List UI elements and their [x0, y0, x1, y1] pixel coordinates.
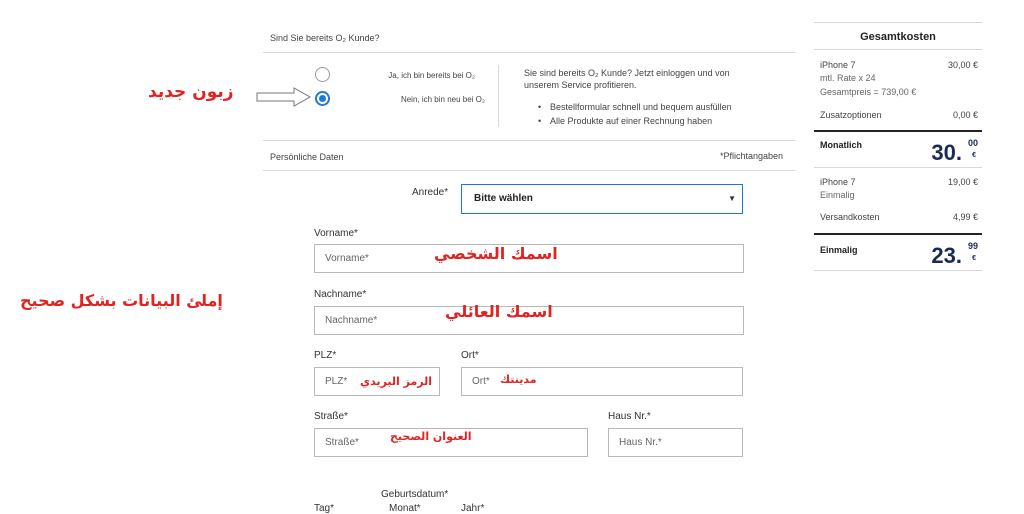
- divider: [814, 49, 982, 50]
- summary-monthly-item: [820, 60, 978, 70]
- onetime-price-cents: 99: [967, 241, 978, 251]
- jahr-label: Jahr*: [461, 503, 485, 514]
- item-price: 19,00 €: [947, 177, 978, 187]
- monat-label: Monat*: [389, 503, 421, 514]
- onetime-total-label: Einmalig: [820, 245, 858, 255]
- annotation-postal-code: الرمز البريدي: [360, 375, 433, 388]
- monthly-total-price: [900, 135, 978, 165]
- monthly-price-main: 30.: [931, 140, 962, 165]
- vorname-label: Vorname*: [314, 228, 358, 239]
- divider-strong: [814, 233, 982, 235]
- radio-existing-label: Ja, ich bin bereits bei O₂: [388, 71, 475, 80]
- nachname-input[interactable]: Nachname*: [314, 306, 744, 335]
- onetime-total-price: [900, 238, 978, 268]
- vorname-input[interactable]: Vorname*: [314, 244, 744, 273]
- divider: [263, 170, 795, 171]
- annotation-new-customer: زبون جديد: [148, 82, 234, 102]
- divider: [263, 140, 795, 141]
- annotation-address: العنوان الصحيح: [390, 430, 472, 443]
- divider-strong: [814, 130, 982, 132]
- summary-total-price: Gesamtpreis = 739,00 €: [820, 87, 917, 97]
- annotation-first-name: اسمك الشخصي: [434, 244, 558, 263]
- summary-onetime-item: [820, 177, 978, 187]
- chevron-down-icon: ▼: [728, 194, 736, 203]
- annotation-city: مدينتك: [500, 373, 537, 386]
- monthly-total-label: Monatlich: [820, 140, 862, 150]
- hausnr-label: Haus Nr.*: [608, 411, 651, 422]
- divider-vertical: [498, 65, 499, 127]
- options-price: 0,00 €: [952, 110, 978, 120]
- salutation-value: Bitte wählen: [474, 193, 533, 204]
- onetime-price-main: 23.: [931, 243, 962, 268]
- divider: [814, 270, 982, 271]
- geburtsdatum-label: Geburtsdatum*: [381, 489, 449, 500]
- divider: [814, 22, 982, 23]
- required-note: *Pflichtangaben: [720, 151, 784, 161]
- nachname-label: Nachname*: [314, 289, 367, 300]
- item-price: 30,00 €: [947, 60, 978, 70]
- summary-title: Gesamtkosten: [860, 31, 936, 43]
- customer-question: Sind Sie bereits O₂ Kunde?: [270, 33, 380, 43]
- item-name: iPhone 7: [820, 177, 856, 187]
- annotation-fill-correctly: إملئ البيانات بشكل صحيح: [20, 291, 223, 310]
- section-title: Persönliche Daten: [270, 152, 344, 162]
- summary-rate: mtl. Rate x 24: [820, 73, 876, 83]
- arrow-right-icon: [256, 87, 312, 107]
- annotation-last-name: اسمك العائلي: [445, 302, 553, 321]
- strasse-input[interactable]: Straße*: [314, 428, 588, 457]
- item-name: iPhone 7: [820, 60, 856, 70]
- hausnr-input[interactable]: Haus Nr.*: [608, 428, 743, 457]
- salutation-label: Anrede*: [412, 187, 449, 198]
- shipping-label: Versandkosten: [820, 212, 880, 222]
- summary-shipping: [820, 212, 978, 222]
- info-text: Sie sind bereits O₂ Kunde? Jetzt einloggen und von unserem Service profitieren.: [524, 68, 730, 90]
- plz-label: PLZ*: [314, 350, 337, 361]
- plz-input[interactable]: PLZ*: [314, 367, 440, 396]
- monthly-price-currency: €: [972, 152, 976, 159]
- tag-label: Tag*: [314, 503, 335, 514]
- info-bullet: • Bestellformular schnell und bequem ausfüllen: [550, 102, 732, 112]
- divider: [263, 52, 795, 53]
- ort-input[interactable]: Ort*: [461, 367, 743, 396]
- shipping-price: 4,99 €: [952, 212, 978, 222]
- info-bullet: • Alle Produkte auf einer Rechnung haben: [550, 116, 712, 126]
- onetime-price-currency: €: [972, 255, 976, 262]
- divider: [814, 167, 982, 168]
- ort-label: Ort*: [461, 350, 479, 361]
- radio-existing-customer[interactable]: [315, 67, 330, 82]
- radio-new-customer[interactable]: [315, 91, 330, 106]
- monthly-price-cents: 00: [967, 138, 978, 148]
- strasse-label: Straße*: [314, 411, 348, 422]
- options-label: Zusatzoptionen: [820, 110, 882, 120]
- radio-new-label: Nein, ich bin neu bei O₂: [400, 95, 485, 104]
- summary-options: [820, 110, 978, 120]
- summary-onetime-sub: Einmalig: [820, 190, 855, 200]
- salutation-select[interactable]: [461, 184, 743, 214]
